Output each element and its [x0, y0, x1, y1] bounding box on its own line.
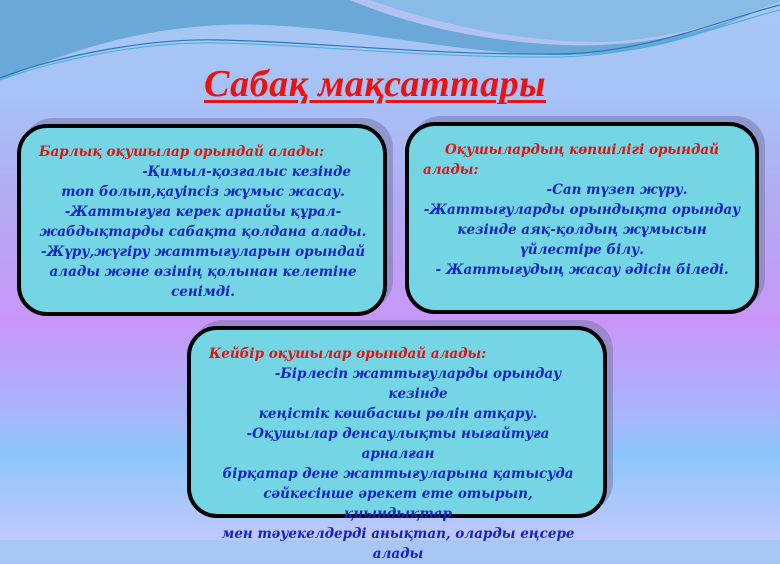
box-heading: Барлық оқушылар орындай алады:	[39, 144, 325, 160]
box-line: топ болып,қауіпсіз жұмыс жасау.	[61, 184, 345, 200]
box-line: бірқатар дене жаттығуларына қатысуда	[222, 466, 574, 482]
box-line: - Жаттығудың жасау әдісін біледі.	[435, 262, 729, 278]
box-line: -Жаттығуға керек арнайы құрал-	[64, 204, 342, 220]
box-line: -Оқушылар денсаулықты нығайтуға арналған	[246, 426, 550, 462]
box-line: кезінде аяқ-қолдың жұмысын	[457, 222, 707, 238]
box-line: -Қимыл-қозғалыс кезінде	[142, 164, 351, 180]
box-line: -Бірлесіп жаттығуларды орындау кезінде	[274, 366, 562, 402]
box-line: алады және өзінің қолынан келетіне	[49, 264, 357, 280]
box-line: үйлестіре білу.	[520, 242, 644, 258]
box-line: кеңістік көшбасшы рөлін атқару.	[258, 406, 538, 422]
box-line: сәйкесінше әрекет ете отырып, қиындықтар	[263, 486, 533, 522]
box-line: мен тәуекелдерді анықтап, оларды еңсере	[221, 526, 575, 542]
box-heading: Кейбір оқушылар орындай алады:	[209, 346, 487, 362]
box-line: -Жүру,жүгіру жаттығуларын орындай	[40, 244, 366, 260]
box-heading: Оқушылардың көпшілігі орындай	[445, 142, 719, 158]
box-line: жабдықтарды сабақта қолдана алады.	[39, 224, 367, 240]
box-heading-cont: алады:	[423, 162, 479, 178]
slide-title: Сабақ мақсаттары	[204, 63, 546, 105]
box-line: алады	[372, 546, 424, 562]
box-line: сенімді.	[171, 284, 235, 300]
objective-box-most-students	[405, 122, 759, 314]
box-line: -Жаттығуларды орындықта орындау	[423, 202, 741, 218]
objective-box-some-students	[187, 326, 607, 562]
box-line: -Сап түзеп жүру.	[546, 182, 688, 198]
objective-box-all-students	[17, 124, 387, 316]
